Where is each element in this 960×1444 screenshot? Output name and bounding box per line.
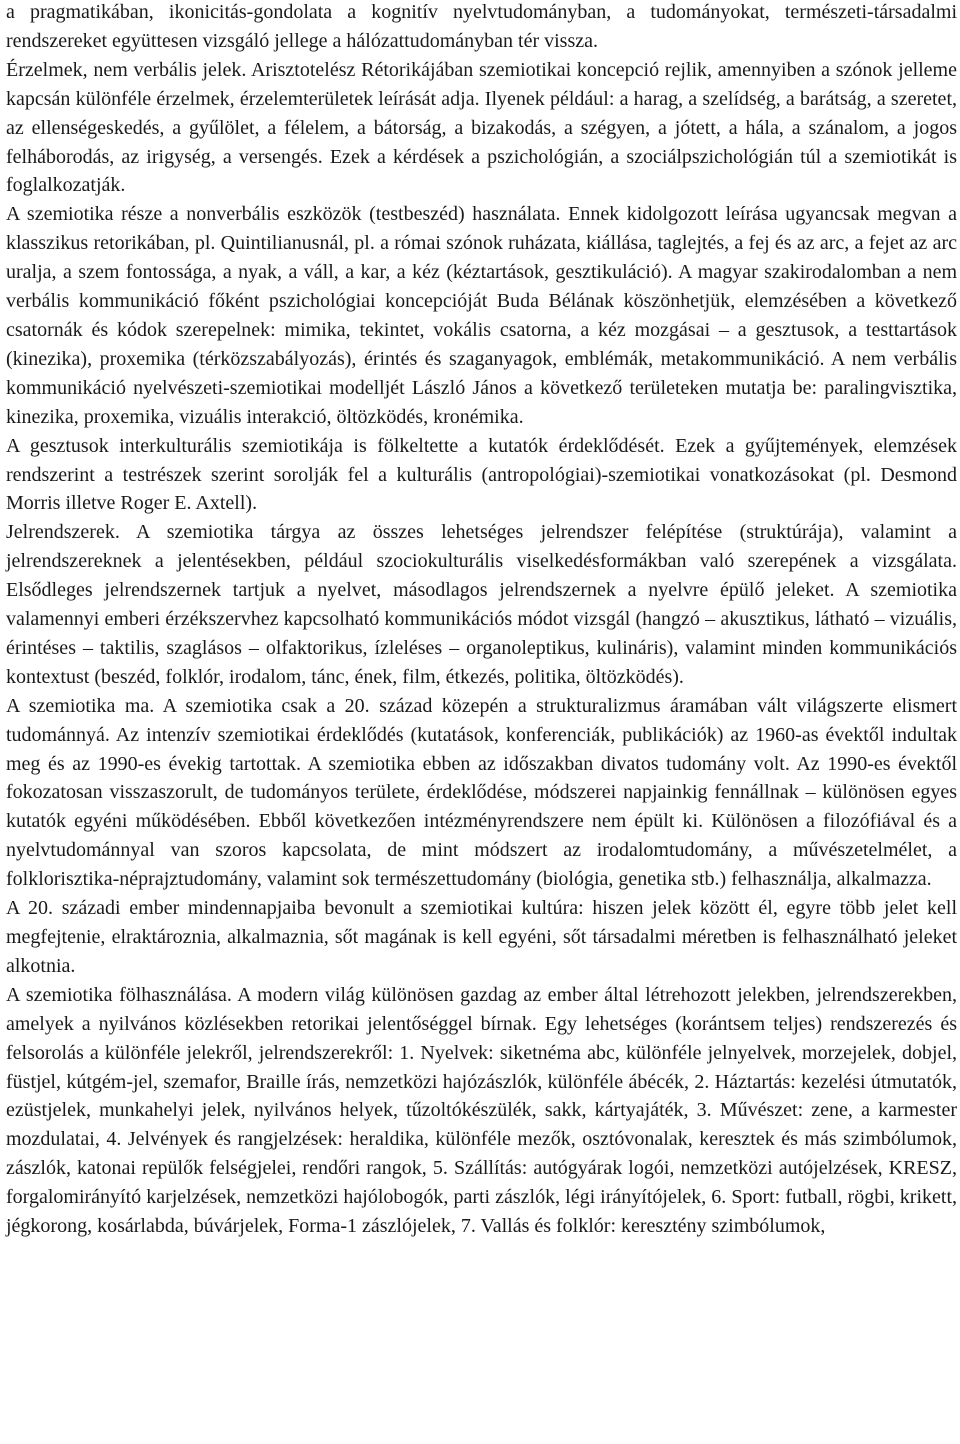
text-segment: A modern világ különösen gazdag az ember által létrehozott jelekben, jelrendszerekben, amelyek a nyilvános közlésekben retorikai jelentőséggel bírnak. xyxy=(6,983,957,1035)
text-segment: A szemiotika valamennyi emberi érzékszervhez kapcsolható kommunikációs módot vizsgál (hangzó – akusztikus, látható – vizuális, érintéses – taktilis, szaglásos – olfaktorikus, ízleléses – organoleptikus, kulináris), valamint minden kommunikációs kontextust (beszéd, folklór, irodalom, tánc, ének, film, étkezés, politika, öltözködés). xyxy=(6,579,957,688)
text-segment: Ezek a kérdések a pszichológián, a szociálpszichológián túl a szemiotikát is foglalkozatják. xyxy=(6,145,957,197)
text-segment: Ilyenek például: a harag, a szelídség, a barátság, a szeretet, az ellenségeskedés, a gyűlölet, a félelem, a bátorság, a bizakodás, a szégyen, a jótett, a hála, a szánalom, a jogos felháborodás, az irigység, a versengés. xyxy=(6,87,957,168)
section-heading: A szemiotika ma. xyxy=(6,694,155,717)
text-segment: A szemiotika része a nonverbális eszközök (testbeszéd) használata. xyxy=(6,203,561,226)
paragraph-20-szazadi-ember xyxy=(6,894,957,981)
text-segment: Egy lehetséges (korántsem teljes) rendszerezés és felsorolás a különféle jelekről, jelrendszerekről: 1. Nyelvek: siketnéma abc, különféle jelnyelvek, morzejelek, dobjel, füstjel, kútgém-jel, szemafor, Braille írás, nemzetközi hajózászlók, különféle ábécék, 2. Háztartás: kezelési útmutatók, ezüstjelek, munkahelyi jelek, nyilvános helyek, tűzoltókészülék, sakk, kártyajáték, 3. Művészet: zene, a karmester mozdulatai, 4. Jelvények és rangjelzések: heraldika, különféle mezők, osztóvonalak, keresztek és más szimbólumok, zászlók, katonai repülők felségjelei, rendőri rangok, 5. Szállítás: autógyárak logói, nemzetközi autójelzések, KRESZ, forgalomirányító karjelzések, nemzetközi hajólobogók, parti zászlók, légi irányítójelek, 6. Sport: futball, rögbi, krikett, jégkorong, kosárlabda, búvárjelek, Forma-1 zászlójelek, 7. Vallás és folklór: keresztény szimbólumok, xyxy=(6,1012,957,1238)
paragraph-szemiotika-ma xyxy=(6,692,957,894)
paragraph-jelrendszerek xyxy=(6,518,957,691)
text-segment: Arisztotelész Rétorikájában szemiotikai koncepció rejlik, amennyiben a szónok jelleme kapcsán különféle érzelmek, érzelemterületek leírását adja. xyxy=(6,58,957,110)
text-segment: a római szónok ruházata, kiállása, taglejtés, a fej és az arc, a fejet az arc uralja, a szem fontossága, a nyak, a váll, a kar, a kéz (kéztartások, gesztikuláció). xyxy=(6,232,957,284)
text-segment: Az 1990-es évektől fokozatosan visszaszorult, de tudományos területe, érdeklődése, módszerei napjainkig fennállnak – különösen egyes kutatók egyéni működésében. xyxy=(6,752,958,833)
text-segment: Elsődleges jelrendszernek tartjuk a nyelvet, másodlagos jelrendszernek a nyelvre épülő jeleket. xyxy=(6,579,835,602)
text-segment: A nem verbális kommunikáció nyelvészeti-szemiotikai modelljét László János a következő területeken mutatja be: paralingvisztika, kinezika, proxemika, vizuális interakció, öltözködés, kronémika. xyxy=(6,347,957,428)
text-segment: a pragmatikában, ikonicitás-gondolata a kognitív nyelvtudományban, a tudományokat, természeti-társadalmi rendszereket együttesen vizsgáló jellege a hálózattudományban tér vissza. xyxy=(6,1,957,52)
text-segment: Ezek a gyűjtemények, elemzések rendszerint a testrészek szerint sorolják fel a kulturális (antropológiai)-szemiotikai vonatkozásokat (pl. Desmond Morris illetve Roger E. Axtell). xyxy=(6,434,957,515)
text-segment: A magyar szakirodalomban a nem verbális kommunikáció főként pszichológiai koncepcióját Buda Bélának köszönhetjük, elemzésében a következő csatornák és kódok szerepelnek: mimika, tekintet, vokális csatorna, a kéz mozgásai – a gesztusok, a testtartások (kinezika), proxemika (térközszabályozás), érintés és szaganyagok, emblémák, metakommunikáció. xyxy=(6,261,957,370)
paragraph-gesztusok xyxy=(6,432,957,519)
paragraph-intro-continuation xyxy=(6,0,957,56)
document-page xyxy=(6,0,957,1241)
paragraph-nonverbalis xyxy=(6,200,957,431)
text-segment: A szemiotika ebben az időszakban divatos tudomány volt. xyxy=(301,752,790,775)
text-segment: Ennek kidolgozott leírása ugyancsak megvan a klasszikus retorikában, pl. Quintilianusnál, pl. xyxy=(6,203,957,255)
text-segment: Ebből következően intézményrendszere nem épült ki. xyxy=(250,810,704,833)
text-segment: Az intenzív szemiotikai érdeklődés (kutatások, konferenciák, publikációk) az 1960-as évektől indultak meg és az 1990-es évekig tartottak. xyxy=(6,723,957,775)
paragraph-erzelmek xyxy=(6,56,957,201)
section-heading: Jelrendszerek. xyxy=(6,521,120,544)
text-segment: A 20. századi ember mindennapjaiba bevonult a szemiotikai kultúra: hiszen jelek között él, egyre több jelet kell megfejtenie, elraktároznia, alkalmaznia, sőt magának is kell egyéni, sőt társadalmi méretben is felhasználható jeleket alkotnia. xyxy=(6,897,957,977)
section-heading: A szemiotika fölhasználása. xyxy=(6,983,232,1006)
text-segment: A gesztusok interkulturális szemiotikája is fölkeltette a kutatók érdeklődését. xyxy=(6,434,665,457)
text-segment: Különösen a filozófiával és a nyelvtudománnyal van szoros kapcsolata, de mint módszert az irodalomtudomány, a művészetelmélet, a folklorisztika-néprajztudomány, valamint sok természettudomány (biológia, genetika stb.) felhasználja, alkalmazza. xyxy=(6,810,957,891)
section-heading: Érzelmek, nem verbális jelek. xyxy=(6,58,247,81)
paragraph-folhasznalas xyxy=(6,981,957,1241)
text-segment: A szemiotika csak a 20. század közepén a strukturalizmus áramában vált világszerte elismert tudománnyá. xyxy=(6,694,957,746)
text-segment: A szemiotika tárgya az összes lehetséges jelrendszer felépítése (struktúrája), valamint a jelrendszereknek a jelentésekben, például szociokulturális viselkedésformákban való szerepének a vizsgálata. xyxy=(6,521,957,573)
